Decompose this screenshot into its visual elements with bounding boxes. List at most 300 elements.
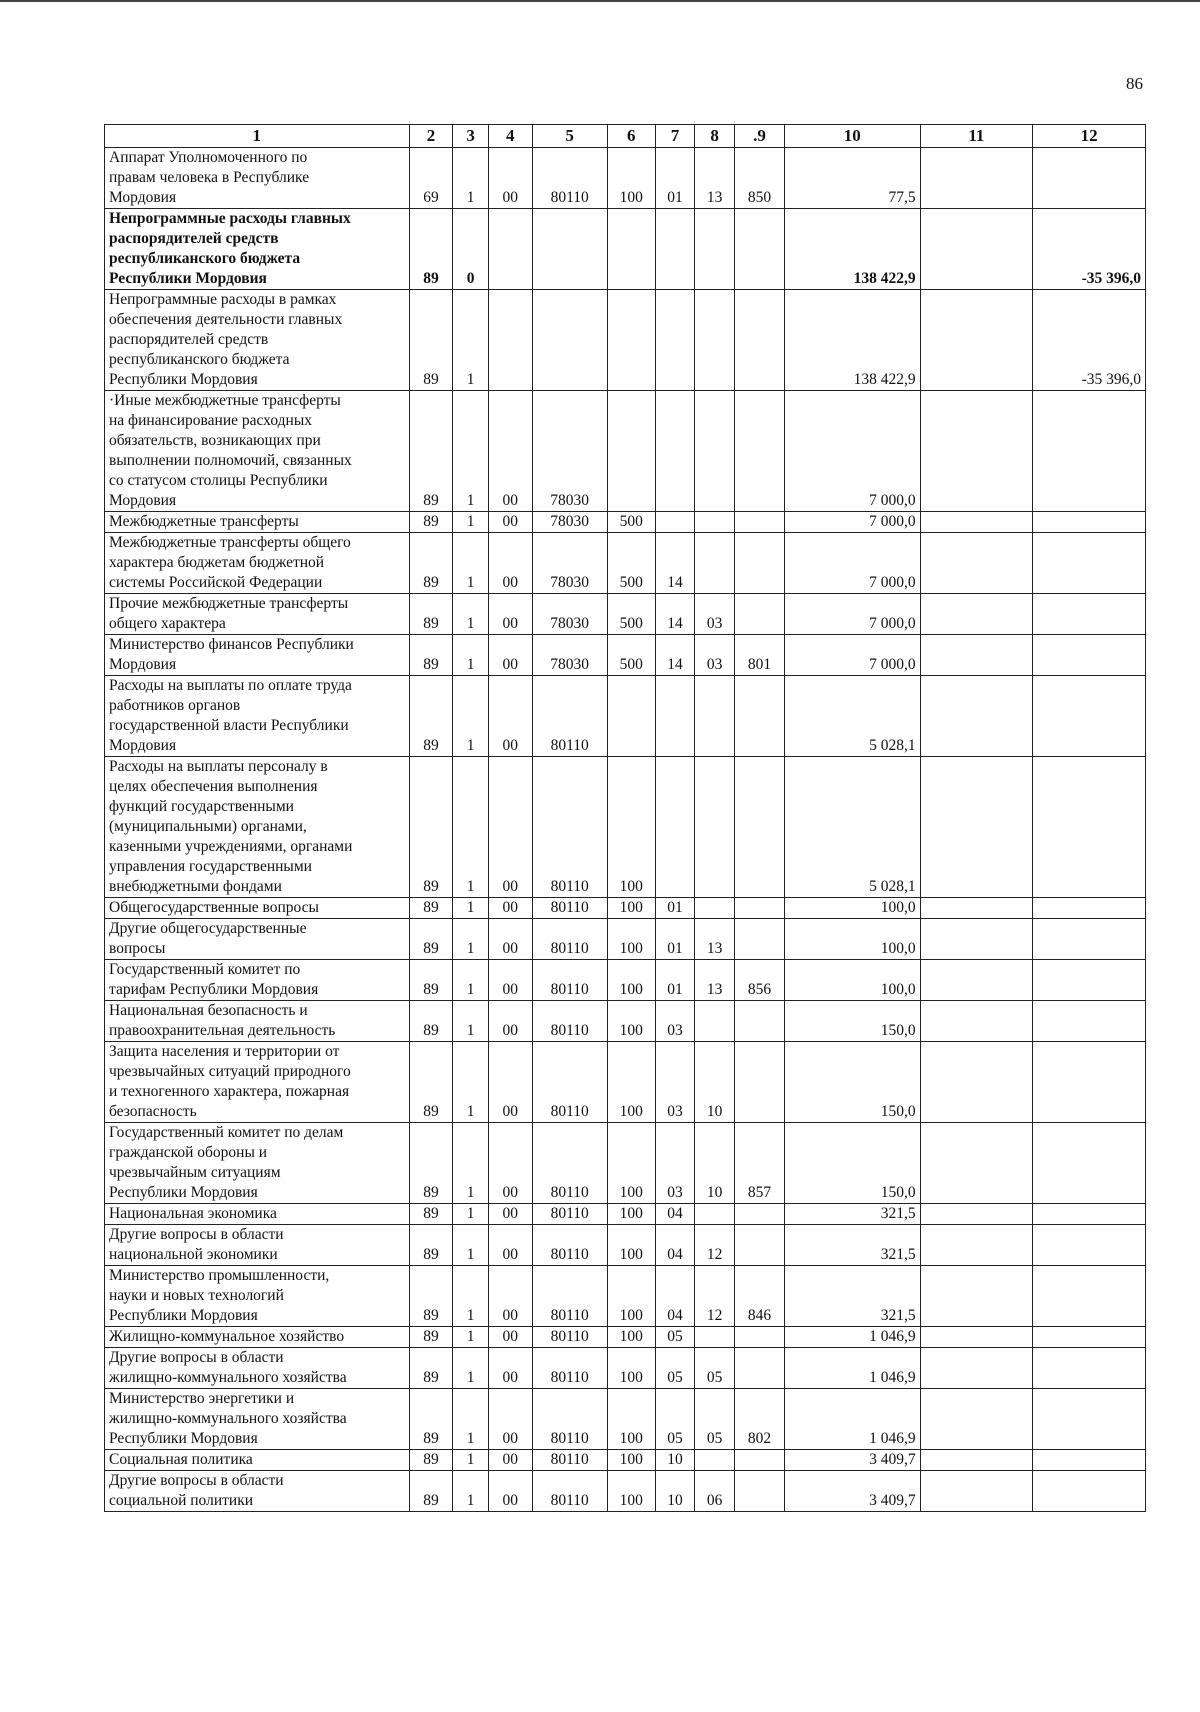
code-cell [734,919,784,960]
code-cell [734,290,784,391]
code-cell: 100 [607,919,655,960]
code-cell: 03 [655,1042,695,1123]
amount-cell: 100,0 [785,960,921,1001]
code-cell [734,1204,784,1225]
table-row [105,757,1146,898]
code-cell: 100 [607,1471,655,1512]
code-cell: 80110 [532,757,607,898]
column-header: 4 [488,125,532,148]
code-cell: 80110 [532,148,607,209]
code-cell: 1 [453,1225,488,1266]
code-cell: 1 [453,1042,488,1123]
code-cell: 89 [409,676,453,757]
code-cell [655,391,695,512]
column-header: 10 [785,125,921,148]
code-cell [655,757,695,898]
code-cell: 00 [488,594,532,635]
code-cell [695,898,735,919]
amount-cell: 150,0 [785,1042,921,1123]
code-cell: 89 [409,1204,453,1225]
code-cell: 12 [695,1225,735,1266]
amount-cell: 77,5 [785,148,921,209]
column-header: 7 [655,125,695,148]
code-cell: 89 [409,209,453,290]
amount-cell [920,1348,1033,1389]
code-cell: 80110 [532,898,607,919]
code-cell: 89 [409,757,453,898]
code-cell: 05 [655,1389,695,1450]
code-cell: 00 [488,1001,532,1042]
code-cell: 00 [488,919,532,960]
code-cell: 69 [409,148,453,209]
amount-cell [1033,919,1146,960]
column-header: 11 [920,125,1033,148]
code-cell: 80110 [532,1266,607,1327]
code-cell [695,1450,735,1471]
code-cell: 00 [488,391,532,512]
code-cell: 04 [655,1266,695,1327]
amount-cell [920,1471,1033,1512]
code-cell [695,757,735,898]
code-cell: 500 [607,635,655,676]
amount-cell [920,898,1033,919]
code-cell: 1 [453,1389,488,1450]
code-cell: 0 [453,209,488,290]
code-cell: 01 [655,960,695,1001]
code-cell [695,1327,735,1348]
amount-cell: 321,5 [785,1266,921,1327]
amount-cell [1033,1389,1146,1450]
code-cell: 00 [488,1450,532,1471]
table-row [105,148,1146,209]
table-row [105,1225,1146,1266]
column-header: 5 [532,125,607,148]
amount-cell [920,960,1033,1001]
amount-cell [1033,1042,1146,1123]
amount-cell [920,1001,1033,1042]
code-cell: 89 [409,1471,453,1512]
row-name-cell: Межбюджетные трансферты общего характера бюджетам бюджетной системы Российской Федерации [105,533,410,594]
amount-cell: 1 046,9 [785,1348,921,1389]
code-cell: 04 [655,1204,695,1225]
amount-cell: -35 396,0 [1033,209,1146,290]
code-cell: 1 [453,1348,488,1389]
code-cell: 00 [488,635,532,676]
amount-cell: 5 028,1 [785,676,921,757]
code-cell: 1 [453,1471,488,1512]
code-cell: 1 [453,512,488,533]
code-cell: 01 [655,919,695,960]
code-cell: 78030 [532,512,607,533]
code-cell [734,1471,784,1512]
amount-cell: 5 028,1 [785,757,921,898]
row-name-cell: Другие общегосударственные вопросы [105,919,410,960]
column-header: 8 [695,125,735,148]
amount-cell: 138 422,9 [785,290,921,391]
code-cell [532,209,607,290]
code-cell: 89 [409,290,453,391]
table-row [105,1327,1146,1348]
code-cell: 1 [453,1327,488,1348]
code-cell [655,209,695,290]
amount-cell: 7 000,0 [785,512,921,533]
code-cell: 80110 [532,1471,607,1512]
row-name-cell: Общегосударственные вопросы [105,898,410,919]
code-cell [488,290,532,391]
code-cell: 80110 [532,1225,607,1266]
code-cell [607,290,655,391]
amount-cell [1033,757,1146,898]
code-cell [734,676,784,757]
amount-cell [1033,1123,1146,1204]
table-row [105,1001,1146,1042]
code-cell: 1 [453,148,488,209]
row-name-cell: Аппарат Уполномоченного по правам человека в Республике Мордовия [105,148,410,209]
amount-cell [920,391,1033,512]
code-cell: 06 [695,1471,735,1512]
amount-cell: 1 046,9 [785,1389,921,1450]
table-row [105,1266,1146,1327]
row-name-cell: Непрограммные расходы главных распорядителей средств республиканского бюджета Республики Мордовия [105,209,410,290]
code-cell: 78030 [532,533,607,594]
code-cell: 00 [488,898,532,919]
row-name-cell: Министерство финансов Республики Мордовия [105,635,410,676]
code-cell [734,1042,784,1123]
column-header: 1 [105,125,410,148]
code-cell [695,290,735,391]
code-cell: 89 [409,1348,453,1389]
table-row [105,533,1146,594]
table-row [105,960,1146,1001]
amount-cell [1033,676,1146,757]
amount-cell [920,1450,1033,1471]
code-cell: 500 [607,512,655,533]
code-cell: 00 [488,512,532,533]
code-cell: 80110 [532,676,607,757]
amount-cell [1033,533,1146,594]
amount-cell: 150,0 [785,1001,921,1042]
amount-cell [1033,1225,1146,1266]
code-cell: 89 [409,1225,453,1266]
code-cell [695,1204,735,1225]
amount-cell: 100,0 [785,898,921,919]
code-cell: 10 [695,1123,735,1204]
table-row [105,1450,1146,1471]
code-cell: 78030 [532,391,607,512]
row-name-cell: Другие вопросы в области национальной экономики [105,1225,410,1266]
code-cell [695,391,735,512]
code-cell: 00 [488,1348,532,1389]
code-cell: 80110 [532,1204,607,1225]
code-cell: 1 [453,898,488,919]
code-cell: 80110 [532,1123,607,1204]
code-cell: 00 [488,1225,532,1266]
code-cell: 00 [488,757,532,898]
code-cell [695,533,735,594]
code-cell: 1 [453,391,488,512]
row-name-cell: Межбюджетные трансферты [105,512,410,533]
row-name-cell: Расходы на выплаты по оплате труда работников органов государственной власти Республики Мордовия [105,676,410,757]
code-cell: 1 [453,533,488,594]
amount-cell [920,148,1033,209]
column-header: 12 [1033,125,1146,148]
code-cell: 89 [409,1042,453,1123]
code-cell: 1 [453,1204,488,1225]
code-cell: 13 [695,919,735,960]
code-cell: 89 [409,1450,453,1471]
code-cell [734,1450,784,1471]
code-cell: 500 [607,594,655,635]
code-cell [655,290,695,391]
amount-cell: 7 000,0 [785,533,921,594]
code-cell: 80110 [532,919,607,960]
code-cell: 00 [488,1327,532,1348]
amount-cell: 321,5 [785,1225,921,1266]
code-cell: 89 [409,512,453,533]
code-cell: 10 [695,1042,735,1123]
column-header: 3 [453,125,488,148]
amount-cell [1033,898,1146,919]
code-cell: 00 [488,1471,532,1512]
column-header: 2 [409,125,453,148]
code-cell: 100 [607,757,655,898]
table-row [105,919,1146,960]
code-cell: 1 [453,290,488,391]
code-cell [695,512,735,533]
code-cell [734,1225,784,1266]
amount-cell: 138 422,9 [785,209,921,290]
code-cell: 01 [655,148,695,209]
code-cell: 100 [607,1266,655,1327]
amount-cell [920,757,1033,898]
code-cell: 100 [607,1450,655,1471]
code-cell [655,676,695,757]
code-cell: 1 [453,960,488,1001]
amount-cell [920,1042,1033,1123]
code-cell [734,757,784,898]
code-cell [734,391,784,512]
code-cell: 00 [488,960,532,1001]
amount-cell [920,1389,1033,1450]
table-row [105,209,1146,290]
table-row [105,1348,1146,1389]
row-name-cell: Защита населения и территории от чрезвычайных ситуаций природного и техногенного характера, пожарная безопасность [105,1042,410,1123]
code-cell [607,391,655,512]
code-cell: 89 [409,391,453,512]
code-cell [695,1001,735,1042]
code-cell [607,209,655,290]
code-cell: 1 [453,1450,488,1471]
code-cell: 89 [409,635,453,676]
code-cell: 1 [453,1001,488,1042]
code-cell: 00 [488,1123,532,1204]
code-cell: 100 [607,1348,655,1389]
code-cell: 80110 [532,1042,607,1123]
amount-cell [920,1225,1033,1266]
table-row [105,1042,1146,1123]
code-cell [734,209,784,290]
code-cell: 857 [734,1123,784,1204]
code-cell: 100 [607,1225,655,1266]
amount-cell [920,1123,1033,1204]
amount-cell [920,919,1033,960]
code-cell [734,533,784,594]
row-name-cell: Государственный комитет по делам гражданской обороны и чрезвычайным ситуациям Республики Мордовия [105,1123,410,1204]
amount-cell: 7 000,0 [785,635,921,676]
code-cell: 80110 [532,1450,607,1471]
code-cell: 89 [409,594,453,635]
amount-cell [1033,1266,1146,1327]
amount-cell: 150,0 [785,1123,921,1204]
code-cell: 03 [655,1001,695,1042]
code-cell: 846 [734,1266,784,1327]
code-cell [734,1348,784,1389]
code-cell: 78030 [532,594,607,635]
row-name-cell: Прочие межбюджетные трансферты общего характера [105,594,410,635]
code-cell: 00 [488,1389,532,1450]
amount-cell [920,594,1033,635]
code-cell: 1 [453,757,488,898]
code-cell: 04 [655,1225,695,1266]
code-cell: 801 [734,635,784,676]
code-cell: 89 [409,898,453,919]
amount-cell [1033,148,1146,209]
code-cell [532,290,607,391]
code-cell: 00 [488,1042,532,1123]
code-cell: 80110 [532,1348,607,1389]
amount-cell: 100,0 [785,919,921,960]
amount-cell [1033,1348,1146,1389]
code-cell: 03 [695,635,735,676]
code-cell: 14 [655,594,695,635]
row-name-cell: Другие вопросы в области социальной политики [105,1471,410,1512]
code-cell: 00 [488,148,532,209]
code-cell: 14 [655,533,695,594]
column-header: 6 [607,125,655,148]
table-row [105,635,1146,676]
code-cell: 14 [655,635,695,676]
amount-cell [1033,1204,1146,1225]
amount-cell [1033,391,1146,512]
code-cell: 10 [655,1450,695,1471]
code-cell: 03 [655,1123,695,1204]
amount-cell [1033,1001,1146,1042]
code-cell: 100 [607,1204,655,1225]
code-cell: 1 [453,635,488,676]
row-name-cell: Национальная безопасность и правоохранительная деятельность [105,1001,410,1042]
amount-cell [920,533,1033,594]
code-cell: 1 [453,594,488,635]
table-row [105,1389,1146,1450]
code-cell: 1 [453,676,488,757]
amount-cell: 1 046,9 [785,1327,921,1348]
code-cell: 89 [409,1389,453,1450]
code-cell: 1 [453,1266,488,1327]
amount-cell [1033,635,1146,676]
row-name-cell: Министерство промышленности, науки и новых технологий Республики Мордовия [105,1266,410,1327]
table-row [105,391,1146,512]
code-cell: 850 [734,148,784,209]
row-name-cell: Другие вопросы в области жилищно-коммунального хозяйства [105,1348,410,1389]
row-name-cell: Жилищно-коммунальное хозяйство [105,1327,410,1348]
table-row [105,290,1146,391]
amount-cell: 7 000,0 [785,594,921,635]
row-name-cell: Расходы на выплаты персоналу в целях обеспечения выполнения функций государственными (муниципальными) органами, казенными учреждениями, органами управления государственными внебюджетными фондами [105,757,410,898]
code-cell [734,594,784,635]
code-cell: 80110 [532,960,607,1001]
code-cell: 1 [453,1123,488,1204]
table-row [105,676,1146,757]
code-cell: 05 [655,1327,695,1348]
code-cell: 80110 [532,1001,607,1042]
code-cell: 89 [409,960,453,1001]
amount-cell [1033,1327,1146,1348]
code-cell: 01 [655,898,695,919]
code-cell: 10 [655,1471,695,1512]
code-cell [734,898,784,919]
code-cell: 89 [409,1327,453,1348]
amount-cell [920,209,1033,290]
code-cell: 100 [607,960,655,1001]
table-row [105,512,1146,533]
page-number: 86 [1126,74,1143,93]
amount-cell [920,290,1033,391]
row-name-cell: ·Иные межбюджетные трансферты на финансирование расходных обязательств, возникающих при выполнении полномочий, связанных со статусом столицы Республики Мордовия [105,391,410,512]
amount-cell: 321,5 [785,1204,921,1225]
amount-cell [920,635,1033,676]
code-cell [695,209,735,290]
code-cell: 89 [409,1266,453,1327]
amount-cell [920,512,1033,533]
amount-cell [920,1266,1033,1327]
code-cell: 89 [409,1001,453,1042]
code-cell: 05 [695,1348,735,1389]
code-cell [655,512,695,533]
amount-cell [920,1204,1033,1225]
budget-table [104,124,1146,1512]
row-name-cell: Министерство энергетики и жилищно-коммунального хозяйства Республики Мордовия [105,1389,410,1450]
code-cell [488,209,532,290]
code-cell: 1 [453,919,488,960]
amount-cell [1033,1471,1146,1512]
code-cell: 13 [695,148,735,209]
code-cell: 03 [695,594,735,635]
code-cell: 00 [488,533,532,594]
code-cell [607,676,655,757]
code-cell: 100 [607,1042,655,1123]
code-cell: 00 [488,1204,532,1225]
code-cell: 80110 [532,1327,607,1348]
row-name-cell: Национальная экономика [105,1204,410,1225]
amount-cell [1033,594,1146,635]
code-cell: 05 [695,1389,735,1450]
code-cell: 100 [607,1389,655,1450]
code-cell: 100 [607,898,655,919]
amount-cell: 3 409,7 [785,1471,921,1512]
table-row [105,594,1146,635]
code-cell: 89 [409,1123,453,1204]
code-cell: 89 [409,533,453,594]
code-cell [734,1001,784,1042]
table-row [105,1204,1146,1225]
amount-cell [1033,960,1146,1001]
code-cell: 00 [488,676,532,757]
amount-cell: 7 000,0 [785,391,921,512]
table-header-row [105,125,1146,148]
amount-cell [920,1327,1033,1348]
code-cell: 802 [734,1389,784,1450]
code-cell: 856 [734,960,784,1001]
